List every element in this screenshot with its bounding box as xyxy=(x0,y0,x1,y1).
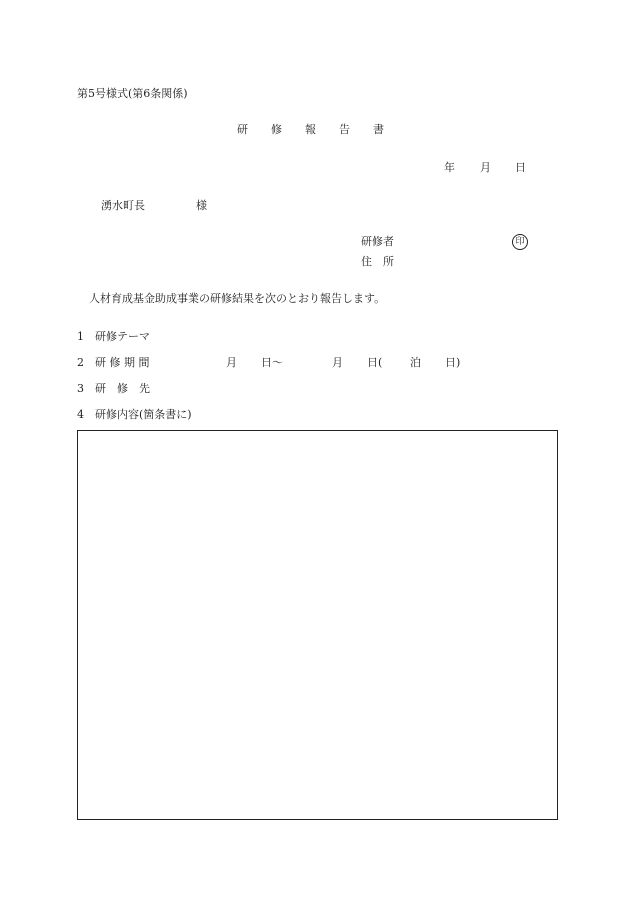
addressee-name: 湧水町長 xyxy=(101,199,145,212)
item4-number: 4 xyxy=(77,408,84,421)
period-days: 日) xyxy=(445,356,461,369)
document-title xyxy=(237,123,384,136)
form-number: 第5号様式(第6条関係) xyxy=(77,87,188,100)
date-day: 日 xyxy=(515,161,526,174)
item1-label: 研修テーマ xyxy=(95,330,150,343)
address-label: 住 所 xyxy=(361,255,394,268)
title-char: 書 xyxy=(373,123,384,136)
title-char: 修 xyxy=(271,123,282,136)
item4-label: 研修内容(箇条書に) xyxy=(95,408,192,421)
period-end-month: 月 xyxy=(332,356,343,369)
date-month: 月 xyxy=(480,161,491,174)
title-char: 研 xyxy=(237,123,248,136)
item2-label: 研 修 期 間 xyxy=(95,356,150,369)
seal-mark: 印 xyxy=(512,234,528,250)
period-end-day: 日( xyxy=(367,356,383,369)
training-content-box[interactable] xyxy=(77,430,558,820)
period-start-day: 日〜 xyxy=(261,356,283,369)
item2-number: 2 xyxy=(77,356,84,369)
trainee-label: 研修者 xyxy=(361,235,394,248)
item3-number: 3 xyxy=(77,382,84,395)
addressee-honorific: 様 xyxy=(196,199,207,212)
title-char: 報 xyxy=(305,123,316,136)
period-nights: 泊 xyxy=(410,356,421,369)
intro-text: 人材育成基金助成事業の研修結果を次のとおり報告します。 xyxy=(89,292,386,305)
item1-number: 1 xyxy=(77,330,84,343)
period-start-month: 月 xyxy=(226,356,237,369)
item3-label: 研 修 先 xyxy=(95,382,150,395)
date-year: 年 xyxy=(444,161,455,174)
title-char: 告 xyxy=(339,123,350,136)
